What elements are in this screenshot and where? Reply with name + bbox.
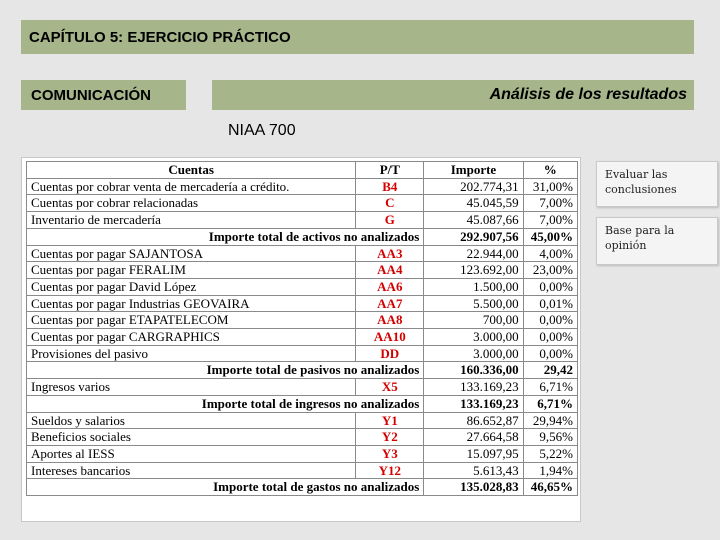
amount: 86.652,87 xyxy=(424,412,523,429)
working-paper-ref: Y2 xyxy=(356,429,424,446)
table-row xyxy=(27,195,578,212)
percentage: 6,71% xyxy=(523,379,577,396)
amount: 5.613,43 xyxy=(424,462,523,479)
column-header-percent: % xyxy=(523,162,577,179)
working-paper-ref: B4 xyxy=(356,178,424,195)
working-paper-ref: Y1 xyxy=(356,412,424,429)
column-header-accounts: Cuentas xyxy=(27,162,356,179)
account-name: Cuentas por pagar ETAPATELECOM xyxy=(27,312,356,329)
total-label: Importe total de pasivos no analizados xyxy=(27,362,424,379)
table-row xyxy=(27,379,578,396)
amount: 3.000,00 xyxy=(424,329,523,346)
working-paper-ref: DD xyxy=(356,345,424,362)
table-row xyxy=(27,245,578,262)
standard-label: NIAA 700 xyxy=(228,122,296,139)
working-paper-ref: AA4 xyxy=(356,262,424,279)
percentage: 9,56% xyxy=(523,429,577,446)
percentage: 0,00% xyxy=(523,345,577,362)
percentage: 23,00% xyxy=(523,262,577,279)
chapter-title: CAPÍTULO 5: EJERCICIO PRÁCTICO xyxy=(21,20,694,54)
column-header-pt: P/T xyxy=(356,162,424,179)
amount: 133.169,23 xyxy=(424,395,523,412)
amount: 123.692,00 xyxy=(424,262,523,279)
subtitle: Análisis de los resultados xyxy=(212,80,694,110)
amount: 45.087,66 xyxy=(424,212,523,229)
amount: 1.500,00 xyxy=(424,278,523,295)
table-total-row xyxy=(27,479,578,496)
table-row xyxy=(27,345,578,362)
total-label: Importe total de activos no analizados xyxy=(27,228,424,245)
working-paper-ref: AA10 xyxy=(356,329,424,346)
percentage: 0,00% xyxy=(523,278,577,295)
table-row xyxy=(27,412,578,429)
amount: 700,00 xyxy=(424,312,523,329)
amount: 15.097,95 xyxy=(424,445,523,462)
account-name: Cuentas por cobrar relacionadas xyxy=(27,195,356,212)
working-paper-ref: AA7 xyxy=(356,295,424,312)
account-name: Cuentas por pagar Industrias GEOVAIRA xyxy=(27,295,356,312)
table-row xyxy=(27,295,578,312)
percentage: 0,01% xyxy=(523,295,577,312)
total-label: Importe total de ingresos no analizados xyxy=(27,395,424,412)
percentage: 29,42 xyxy=(523,362,577,379)
account-name: Cuentas por pagar FERALIM xyxy=(27,262,356,279)
account-name: Sueldos y salarios xyxy=(27,412,356,429)
account-name: Intereses bancarios xyxy=(27,462,356,479)
amount: 5.500,00 xyxy=(424,295,523,312)
account-name: Cuentas por pagar SAJANTOSA xyxy=(27,245,356,262)
account-name: Cuentas por pagar David López xyxy=(27,278,356,295)
table-row xyxy=(27,178,578,195)
amount: 27.664,58 xyxy=(424,429,523,446)
percentage: 0,00% xyxy=(523,312,577,329)
account-name: Inventario de mercadería xyxy=(27,212,356,229)
amount: 202.774,31 xyxy=(424,178,523,195)
percentage: 7,00% xyxy=(523,212,577,229)
results-table-panel xyxy=(21,157,581,522)
percentage: 45,00% xyxy=(523,228,577,245)
section-title: COMUNICACIÓN xyxy=(21,80,186,110)
table-row xyxy=(27,212,578,229)
table-total-row xyxy=(27,228,578,245)
amount: 45.045,59 xyxy=(424,195,523,212)
amount: 135.028,83 xyxy=(424,479,523,496)
account-name: Aportes al IESS xyxy=(27,445,356,462)
percentage: 31,00% xyxy=(523,178,577,195)
table-header-row xyxy=(27,162,578,179)
sidebar-item-basis: Base para la opinión xyxy=(596,217,718,265)
percentage: 6,71% xyxy=(523,395,577,412)
account-name: Cuentas por cobrar venta de mercadería a crédito. xyxy=(27,178,356,195)
amount: 160.336,00 xyxy=(424,362,523,379)
working-paper-ref: X5 xyxy=(356,379,424,396)
working-paper-ref: AA6 xyxy=(356,278,424,295)
table-row xyxy=(27,445,578,462)
percentage: 1,94% xyxy=(523,462,577,479)
sidebar-item-evaluate: Evaluar las conclusiones xyxy=(596,161,718,207)
table-total-row xyxy=(27,362,578,379)
table-row xyxy=(27,262,578,279)
table-row xyxy=(27,278,578,295)
percentage: 46,65% xyxy=(523,479,577,496)
percentage: 4,00% xyxy=(523,245,577,262)
total-label: Importe total de gastos no analizados xyxy=(27,479,424,496)
amount: 133.169,23 xyxy=(424,379,523,396)
column-header-amount: Importe xyxy=(424,162,523,179)
working-paper-ref: Y12 xyxy=(356,462,424,479)
working-paper-ref: C xyxy=(356,195,424,212)
results-table xyxy=(26,161,578,496)
working-paper-ref: AA8 xyxy=(356,312,424,329)
account-name: Provisiones del pasivo xyxy=(27,345,356,362)
working-paper-ref: AA3 xyxy=(356,245,424,262)
percentage: 7,00% xyxy=(523,195,577,212)
table-body xyxy=(27,178,578,495)
percentage: 0,00% xyxy=(523,329,577,346)
amount: 292.907,56 xyxy=(424,228,523,245)
account-name: Cuentas por pagar CARGRAPHICS xyxy=(27,329,356,346)
percentage: 5,22% xyxy=(523,445,577,462)
table-row xyxy=(27,429,578,446)
table-row xyxy=(27,329,578,346)
table-row xyxy=(27,312,578,329)
amount: 22.944,00 xyxy=(424,245,523,262)
working-paper-ref: Y3 xyxy=(356,445,424,462)
account-name: Beneficios sociales xyxy=(27,429,356,446)
table-row xyxy=(27,462,578,479)
percentage: 29,94% xyxy=(523,412,577,429)
table-total-row xyxy=(27,395,578,412)
account-name: Ingresos varios xyxy=(27,379,356,396)
amount: 3.000,00 xyxy=(424,345,523,362)
working-paper-ref: G xyxy=(356,212,424,229)
